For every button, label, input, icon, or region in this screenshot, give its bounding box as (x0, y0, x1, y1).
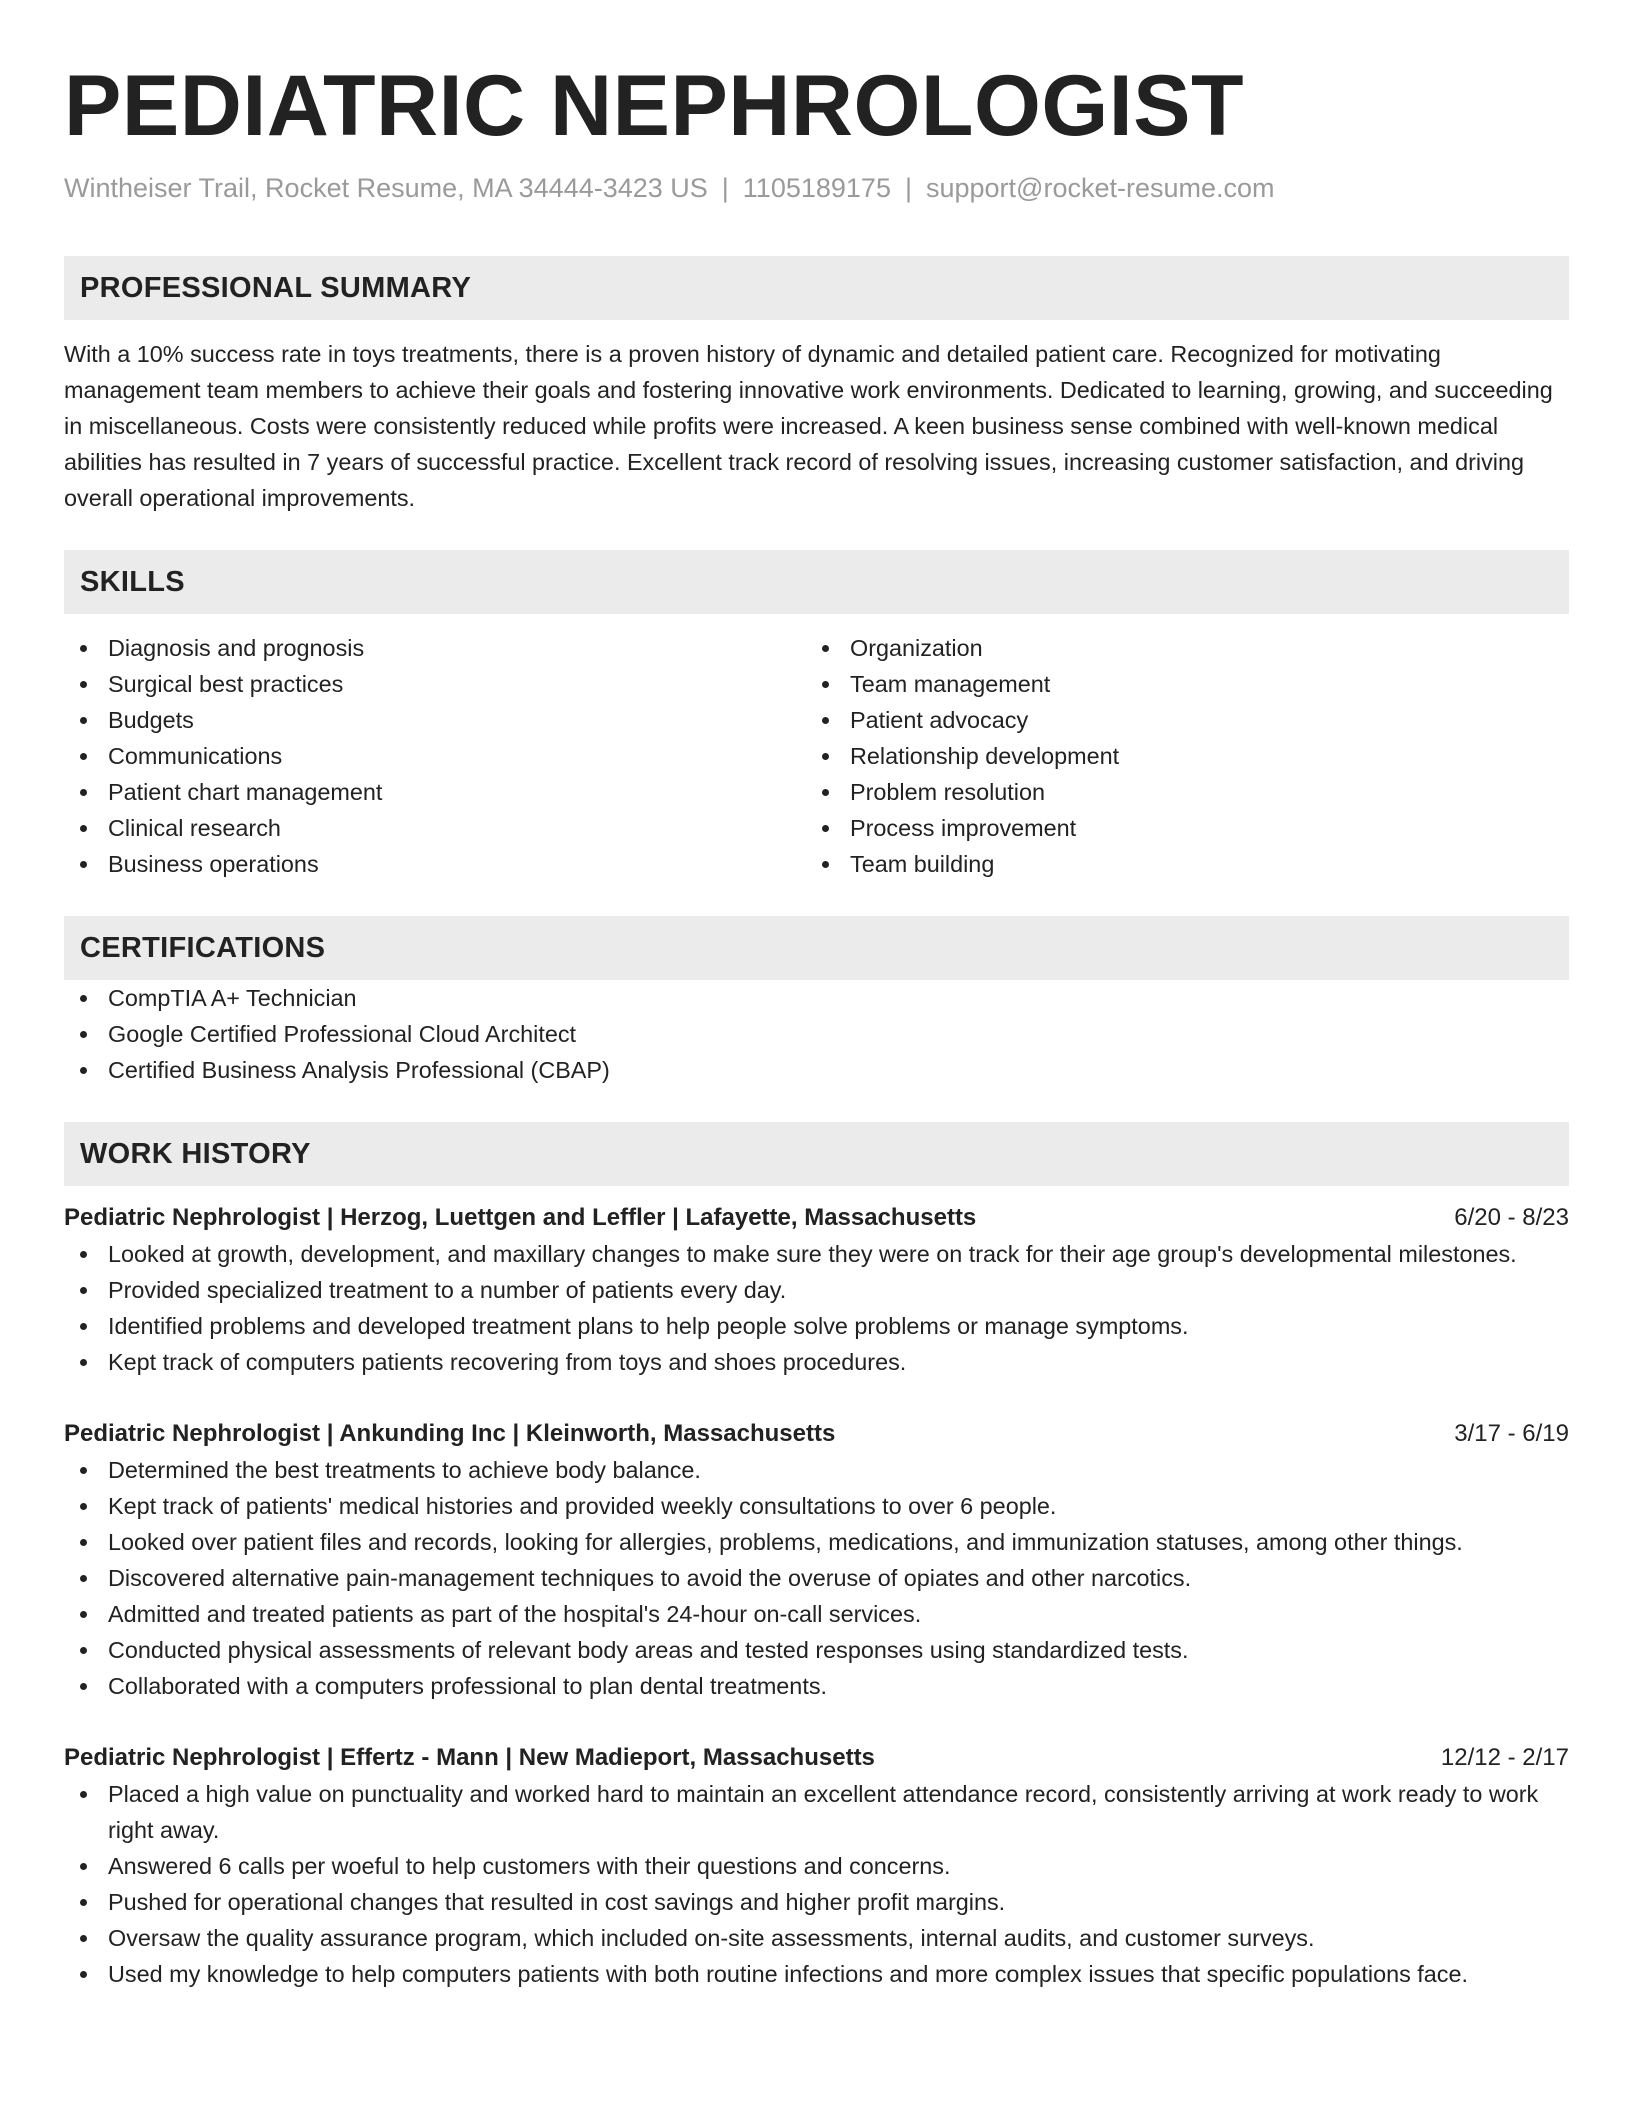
job-dates: 3/17 - 6/19 (1454, 1420, 1569, 1447)
job-bullet-list (64, 1452, 1569, 1704)
skills-grid (64, 630, 1569, 882)
contact-line (64, 170, 1569, 206)
job-bullet: Oversaw the quality assurance program, which included on-site assessments, internal audits, and customer surveys. (64, 1920, 1569, 1956)
skills-section-header (64, 550, 1569, 614)
job-bullet: Admitted and treated patients as part of the hospital's 24-hour on-call services. (64, 1596, 1569, 1632)
job-bullet: Collaborated with a computers professional to plan dental treatments. (64, 1668, 1569, 1704)
summary-section-header (64, 256, 1569, 320)
skill-item: Team building (806, 846, 1548, 882)
job-bullet: Kept track of patients' medical histories and provided weekly consultations to over 6 people. (64, 1488, 1569, 1524)
contact-separator: | (721, 173, 729, 203)
certification-item: Google Certified Professional Cloud Architect (64, 1016, 1569, 1052)
job-bullet-list (64, 1236, 1569, 1380)
skill-item: Patient advocacy (806, 702, 1548, 738)
certifications-list (64, 980, 1569, 1088)
skill-item: Budgets (64, 702, 806, 738)
job-bullet: Looked over patient files and records, looking for allergies, problems, medications, and immunization statuses, among other things. (64, 1524, 1569, 1560)
resume-name: PEDIATRIC NEPHROLOGIST (64, 58, 1245, 154)
contact-phone: 1105189175 (742, 173, 891, 203)
skills-column-right (806, 630, 1548, 882)
job-header (64, 1416, 1569, 1452)
job-bullet: Answered 6 calls per woeful to help customers with their questions and concerns. (64, 1848, 1569, 1884)
job-bullet: Pushed for operational changes that resulted in cost savings and higher profit margins. (64, 1884, 1569, 1920)
job-bullet: Looked at growth, development, and maxillary changes to make sure they were on track for their age group's developmental milestones. (64, 1236, 1569, 1272)
job-title: Pediatric Nephrologist | Herzog, Luettgen and Leffler | Lafayette, Massachusetts (64, 1204, 977, 1231)
job-bullet-list (64, 1776, 1569, 1992)
job-header (64, 1740, 1569, 1776)
contact-email: support@rocket-resume.com (925, 173, 1275, 203)
job-title: Pediatric Nephrologist | Ankunding Inc | Kleinworth, Massachusetts (64, 1420, 836, 1447)
job-bullet: Discovered alternative pain-management techniques to avoid the overuse of opiates and other narcotics. (64, 1560, 1569, 1596)
skill-item: Diagnosis and prognosis (64, 630, 806, 666)
skill-item: Organization (806, 630, 1548, 666)
summary-text: With a 10% success rate in toys treatments, there is a proven history of dynamic and detailed patient care. Recognized for motivating management team members to achieve their goals and fostering innovative work environments. Dedicated to learning, growing, and succeeding in miscellaneous. Costs were consistently reduced while profits were increased. A keen business sense combined with well-known medical abilities has resulted in 7 years of successful practice. Excellent track record of resolving issues, increasing customer satisfaction, and driving overall operational improvements. (64, 341, 1553, 511)
skills-column-left (64, 630, 806, 882)
job-header (64, 1200, 1569, 1236)
certifications-section-title: CERTIFICATIONS (80, 931, 326, 964)
work-history-section-header (64, 1122, 1569, 1186)
job-bullet: Provided specialized treatment to a number of patients every day. (64, 1272, 1569, 1308)
work-history-section-title: WORK HISTORY (80, 1137, 311, 1170)
skill-item: Surgical best practices (64, 666, 806, 702)
job-dates: 12/12 - 2/17 (1440, 1744, 1569, 1771)
job-bullet: Conducted physical assessments of relevant body areas and tested responses using standardized tests. (64, 1632, 1569, 1668)
job-bullet: Placed a high value on punctuality and worked hard to maintain an excellent attendance record, consistently arriving at work ready to work right away. (64, 1776, 1569, 1848)
job-dates: 6/20 - 8/23 (1454, 1204, 1569, 1231)
summary-section-title: PROFESSIONAL SUMMARY (80, 271, 472, 304)
job-title: Pediatric Nephrologist | Effertz - Mann | New Madieport, Massachusetts (64, 1744, 875, 1771)
skill-item: Communications (64, 738, 806, 774)
skills-section-title: SKILLS (80, 565, 185, 598)
job-bullet: Used my knowledge to help computers patients with both routine infections and more complex issues that specific populations face. (64, 1956, 1569, 1992)
skill-item: Process improvement (806, 810, 1548, 846)
skill-item: Business operations (64, 846, 806, 882)
certification-item: Certified Business Analysis Professional (CBAP) (64, 1052, 1569, 1088)
job-bullet: Kept track of computers patients recovering from toys and shoes procedures. (64, 1344, 1569, 1380)
contact-separator: | (904, 173, 912, 203)
skill-item: Clinical research (64, 810, 806, 846)
skill-item: Problem resolution (806, 774, 1548, 810)
certifications-section-header (64, 916, 1569, 980)
certification-item: CompTIA A+ Technician (64, 980, 1569, 1016)
resume-page (64, 56, 1569, 1992)
skill-item: Relationship development (806, 738, 1548, 774)
skill-item: Patient chart management (64, 774, 806, 810)
job-bullet: Identified problems and developed treatment plans to help people solve problems or manage symptoms. (64, 1308, 1569, 1344)
contact-address: Wintheiser Trail, Rocket Resume, MA 34444-3423 US (64, 173, 708, 203)
job-bullet: Determined the best treatments to achieve body balance. (64, 1452, 1569, 1488)
skill-item: Team management (806, 666, 1548, 702)
